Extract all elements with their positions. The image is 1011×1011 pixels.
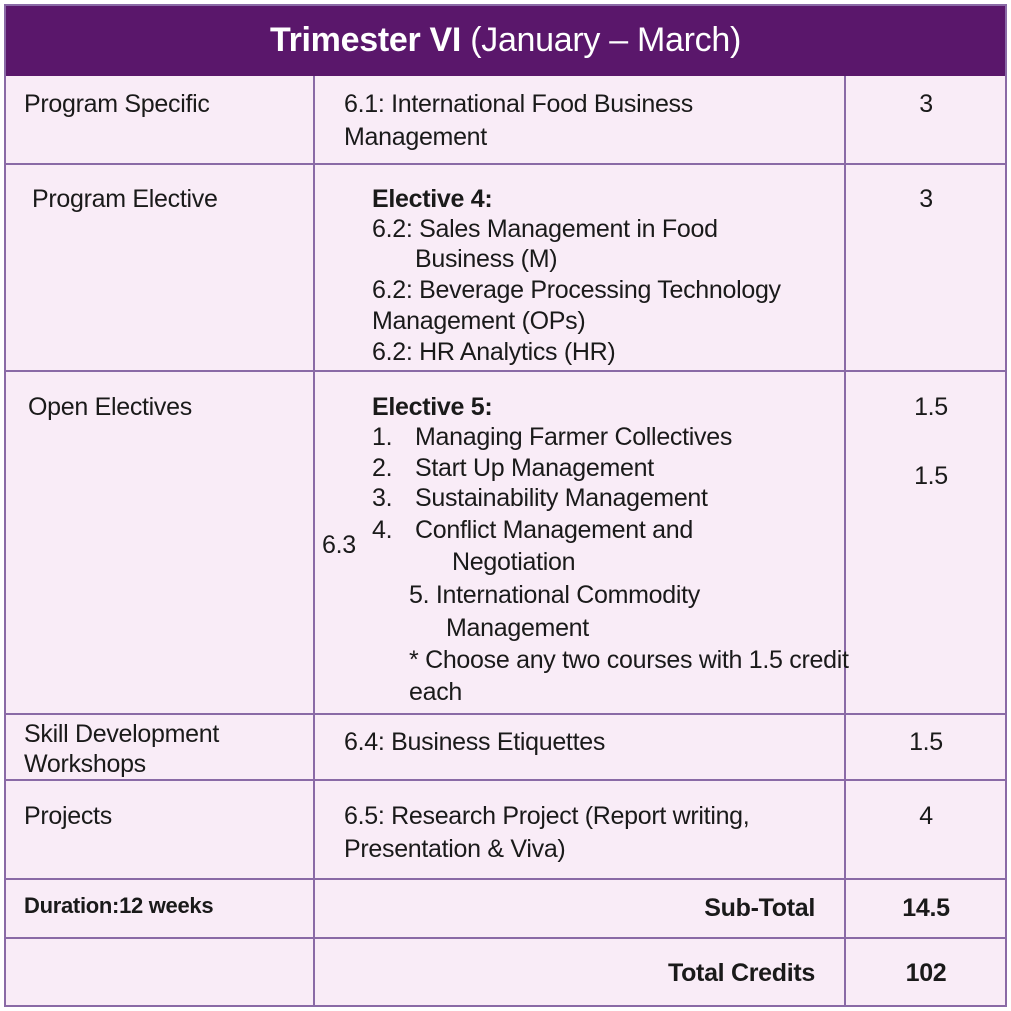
row-divider (6, 937, 1005, 939)
list-item-number: 4. (372, 516, 393, 544)
column-divider (313, 76, 315, 1005)
credits-value: 4 (919, 802, 933, 830)
trimester-title: Trimester VI (270, 21, 462, 59)
row-category: Program Elective (32, 185, 218, 213)
row-category: Projects (24, 802, 112, 830)
elective-heading: Elective 5: (372, 393, 493, 421)
list-item: Managing Farmer Collectives (415, 423, 733, 451)
course-line: Management (OPs) (372, 307, 586, 335)
subtotal-label: Sub-Total (704, 894, 815, 922)
row-divider (6, 163, 1005, 165)
row-divider (6, 779, 1005, 781)
course-line: 6.5: Research Project (Report writing, (344, 802, 750, 830)
list-item: Conflict Management and (415, 516, 693, 544)
row-divider (6, 713, 1005, 715)
course-line: Business (M) (415, 245, 558, 273)
list-item-number: 3. (372, 484, 393, 512)
note-text: * Choose any two courses with 1.5 credit (409, 646, 849, 674)
row-divider (6, 370, 1005, 372)
row-category: Skill Development (24, 720, 219, 748)
total-credits-label: Total Credits (667, 959, 815, 987)
list-item: Start Up Management (415, 454, 654, 482)
row-divider (6, 878, 1005, 880)
credits-value: 1.5 (914, 393, 948, 421)
list-item-continuation: Management (446, 614, 589, 642)
course-line: 6.4: Business Etiquettes (344, 728, 606, 756)
course-line: Presentation & Viva) (344, 835, 566, 863)
duration-label: Duration:12 weeks (24, 893, 214, 918)
credits-value: 3 (919, 185, 933, 213)
list-item-number: 2. (372, 454, 393, 482)
note-text: each (409, 678, 463, 706)
table-header (6, 6, 1005, 76)
credits-value: 1.5 (914, 462, 948, 490)
course-line: 6.2: Sales Management in Food (372, 215, 718, 243)
trimester-dates: (January – March) (470, 21, 741, 59)
elective-heading: Elective 4: (372, 185, 493, 213)
credits-value: 1.5 (909, 728, 943, 756)
column-divider (844, 76, 846, 1005)
list-item: 5. International Commodity (409, 581, 700, 609)
total-credits-value: 102 (905, 959, 947, 987)
course-code: 6.3 (322, 531, 356, 559)
subtotal-value: 14.5 (902, 894, 950, 922)
curriculum-table (4, 4, 1007, 1007)
row-category: Program Specific (24, 90, 210, 118)
course-line: 6.2: HR Analytics (HR) (372, 338, 616, 366)
list-item-continuation: Negotiation (452, 548, 576, 576)
list-item-number: 1. (372, 423, 393, 451)
row-category: Workshops (24, 750, 146, 778)
course-line: 6.1: International Food Business (344, 90, 693, 118)
list-item: Sustainability Management (415, 484, 708, 512)
course-line: 6.2: Beverage Processing Technology (372, 276, 781, 304)
course-line: Management (344, 123, 487, 151)
credits-value: 3 (919, 90, 933, 118)
row-category: Open Electives (28, 393, 192, 421)
